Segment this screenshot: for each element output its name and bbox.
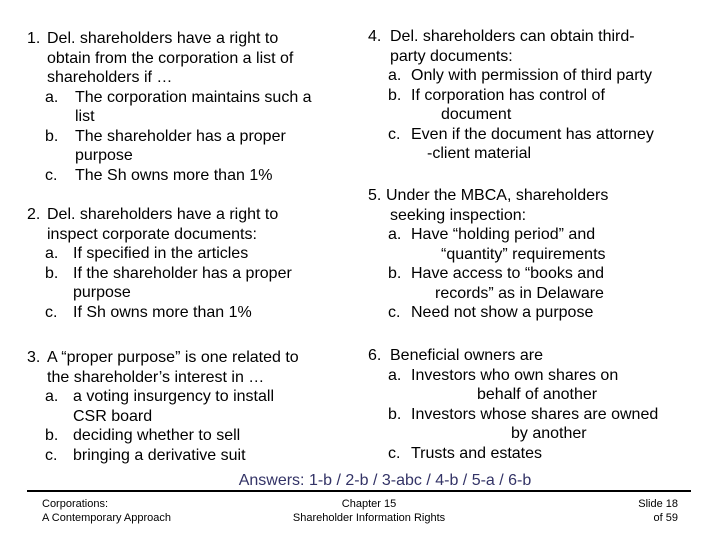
option-a: a. Have “holding period” and: [388, 226, 596, 243]
option-c: c. bringing a derivative suit: [45, 446, 246, 464]
question-number: 3.: [27, 349, 41, 366]
slide-number: Slide 18: [638, 498, 678, 510]
question-stem: the shareholder’s interest in …: [47, 368, 265, 386]
option-a-cont: CSR board: [73, 407, 153, 425]
footer-divider: [27, 490, 691, 492]
footer-chapter-title: Shareholder Information Rights: [292, 512, 446, 524]
option-b: b. Investors whose shares are owned: [388, 405, 659, 423]
question-stem: seeking inspection:: [390, 206, 527, 224]
question-stem: Del. shareholders have a right to: [47, 206, 279, 223]
question-1: [27, 29, 312, 185]
answers-line: Answers: 1-b / 2-b / 3-abc / 4-b / 5-a / 6-b: [238, 472, 532, 489]
footer-center: [259, 497, 479, 525]
option-c: c. If Sh owns more than 1%: [45, 303, 252, 321]
footer-course-title: Corporations:: [42, 498, 109, 510]
footer-left: [42, 497, 171, 525]
question-number: 2.: [27, 206, 41, 223]
option-a: a. Only with permission of third party: [388, 67, 652, 84]
option-b-cont: document: [441, 106, 512, 123]
option-a: a. a voting insurgency to install: [45, 388, 274, 405]
option-a: a. If specified in the articles: [45, 245, 249, 262]
option-a: a. The corporation maintains such a: [45, 88, 312, 106]
question-3: [27, 348, 299, 465]
option-b: b. Have access to “books and: [388, 265, 604, 282]
option-b-cont: by another: [511, 425, 587, 442]
option-c: c. The Sh owns more than 1%: [45, 166, 273, 184]
question-stem: A “proper purpose” is one related to: [47, 349, 299, 366]
option-c: c. Need not show a purpose: [388, 304, 594, 321]
option-a-cont: “quantity” requirements: [441, 245, 606, 263]
option-c: c. Trusts and estates: [388, 444, 543, 462]
question-stem: Under the MBCA, shareholders: [386, 187, 609, 204]
question-2: [27, 205, 292, 322]
question-stem: Del. shareholders have a right to: [47, 30, 279, 47]
option-b-cont: records” as in Delaware: [435, 284, 604, 302]
option-a-cont: behalf of another: [477, 386, 598, 403]
question-number: 5.: [368, 187, 382, 204]
option-b: b. The shareholder has a proper: [45, 127, 286, 145]
option-b: b. If the shareholder has a proper: [45, 264, 292, 282]
question-number: 6.: [368, 347, 382, 364]
question-stem: shareholders if …: [47, 69, 173, 86]
footer-course-subtitle: A Contemporary Approach: [42, 512, 172, 524]
question-stem: inspect corporate documents:: [47, 225, 257, 243]
option-c-cont: -client material: [427, 145, 532, 162]
footer-right: [638, 497, 678, 525]
option-b: b. If corporation has control of: [388, 86, 605, 104]
option-b: b. deciding whether to sell: [45, 427, 241, 444]
footer-chapter: Chapter 15: [341, 498, 397, 510]
question-stem: Del. shareholders can obtain third-: [390, 28, 635, 45]
question-stem: obtain from the corporation a list of: [47, 49, 294, 67]
question-number: 1.: [27, 30, 41, 47]
option-a-cont: list: [75, 108, 95, 125]
slide-total: of 59: [653, 512, 678, 524]
option-b-cont: purpose: [75, 147, 133, 164]
question-6: [368, 346, 658, 463]
question-5: [368, 186, 608, 323]
option-c: c. Even if the document has attorney: [388, 125, 654, 143]
option-b-cont: purpose: [73, 284, 131, 301]
option-a: a. Investors who own shares on: [388, 366, 619, 384]
question-number: 4.: [368, 28, 382, 45]
question-stem: Beneficial owners are: [390, 347, 543, 364]
question-stem: party documents:: [390, 47, 513, 65]
question-4: [368, 27, 654, 164]
